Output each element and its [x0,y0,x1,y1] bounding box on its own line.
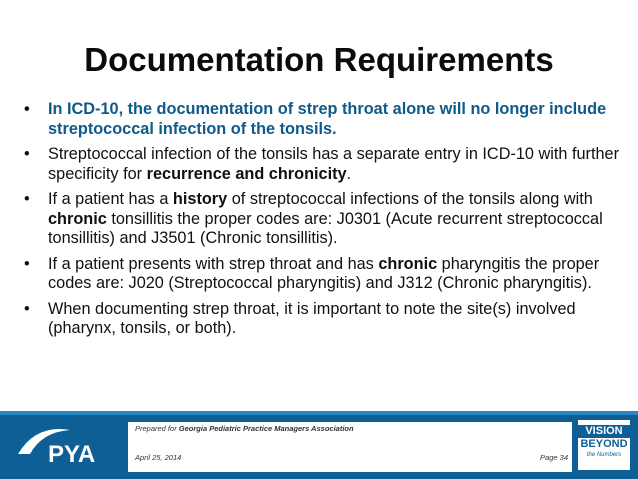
page-number: Page 34 [540,453,568,462]
bullet-text: . [346,164,352,183]
vision-beyond-logo [578,420,630,470]
bullet-emphasis: history [172,190,228,208]
bullet-item [24,100,624,139]
footer-date: April 25, 2014 [135,453,182,462]
tagline-numbers: the Numbers [586,452,622,458]
bullet-emphasis: chronic [378,254,438,273]
bullet-glyph: • [24,254,30,273]
bullet-text: In ICD-10, the documentation of strep throat alone will no longer include streptococcal infection of the tonsils. [48,100,607,138]
bullet-list [24,100,624,345]
pya-logo [12,420,124,468]
bullet-glyph: • [24,299,30,318]
prepared-prefix: Prepared for [135,424,179,433]
prepared-org: Georgia Pediatric Practice Managers Association [178,424,354,433]
bullet-glyph: • [24,100,30,118]
prepared-for [135,424,375,434]
bullet-text: of streptococcal infections of the tonsils along with [227,190,593,208]
bullet-text: If a patient has a [48,190,173,208]
bullet-glyph: • [24,190,30,208]
logo-text: PYA [48,441,96,468]
tagline-vision: VISION [578,425,630,438]
bullet-text: pharyngitis the proper codes are: J020 (Streptococcal pharyngitis) and J312 (Chronic pharyngitis). [48,254,600,292]
bullet-glyph: • [24,145,30,163]
bullet-item [24,190,624,249]
footer-stripe [0,411,638,415]
bullet-emphasis: recurrence and chronicity [146,164,347,183]
tagline-beyond: BEYOND [580,438,628,450]
bullet-text: If a patient presents with strep throat and has [48,254,379,273]
bullet-emphasis: chronic [48,209,107,228]
bullet-item [24,255,624,294]
bullet-item [24,300,624,339]
bullet-text: tonsillitis the proper codes are: J0301 (Acute recurrent streptococcal tonsillitis) and J3501 (Chronic tonsillitis). [48,209,603,247]
bullet-text: When documenting strep throat, it is important to note the site(s) involved (pharynx, tonsils, or both). [48,299,576,337]
bullet-text: Streptococcal infection of the tonsils has a separate entry in ICD-10 with further specificity for [48,145,620,183]
slide-title: Documentation Requirements [84,41,554,78]
bullet-item [24,145,624,184]
